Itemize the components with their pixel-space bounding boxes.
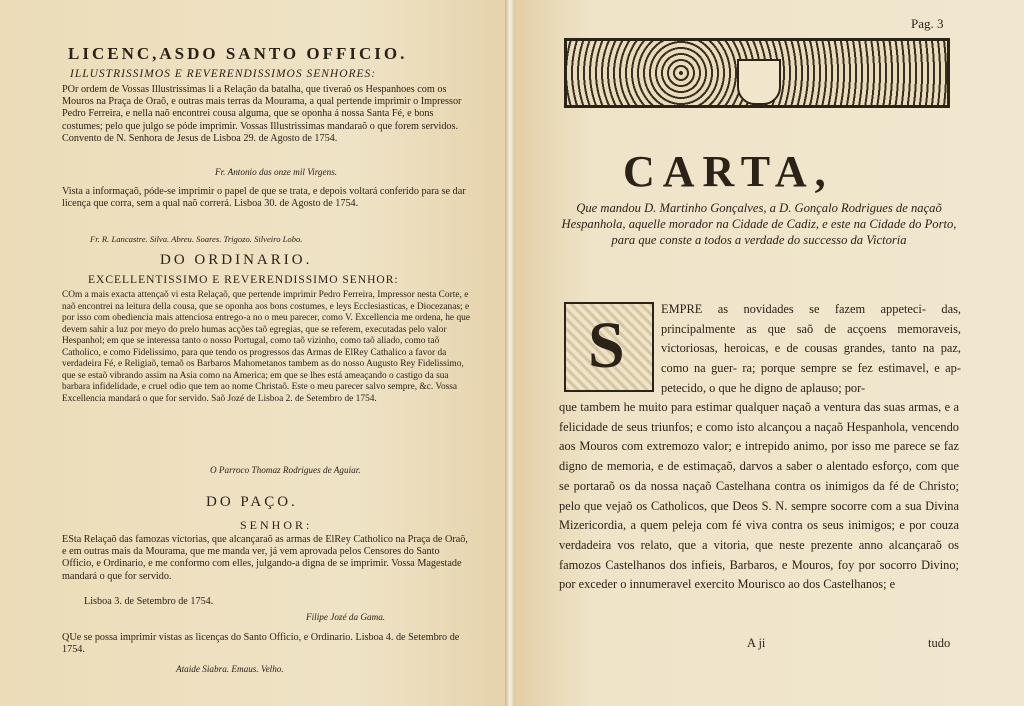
coat-of-arms-icon [737, 59, 781, 105]
decorated-initial [564, 302, 654, 392]
paragraph-final [62, 632, 472, 656]
body-text: que tambem he muito para estimar qualquer naçaõ a ventura das suas armas, e a felicidade de seus triunfos; e como isto alcançou a naçaõ Hespanhola, vencendo aos Mouros com extremozo valor; e intrepido animo, por isso me parece se faz digno de memoria, e de estimaçaõ, darvos a saber o alentado esforço, com que se portaraõ os da nossa naçaõ Castelhana contra os inimigos da fé de Christo; pelo que vejaõ os Catholicos, que Deos S. N. sempre socorre com a sua Divina Mizericordia, a quem peleja com fé viva contra os seus inimigos; e por couza verdadeira vos relato, que a vitoria, que neste prezente anno alcançaraõ os famozos Castelhanos dos infieis, Barbaros, e Mouros, foy por socorro Divino; por exceder o innumeravel exercito Mourisco ao dos Castelhanos; e [559, 400, 959, 592]
paragraph-vista-text: Vista a informaçaõ, póde-se imprimir o papel de que se trata, e depois voltará conferido para se dar licença que corra, sem a qual naõ correrá. Lisboa 30. de Agosto de 1754. [62, 186, 466, 210]
left-page [0, 0, 505, 706]
catchword: tudo [928, 636, 951, 650]
document-subtitle: Que mandou D. Martinho Gonçalves, a D. Gonçalo Rodrigues de naçaõ Hespanhola, aquelle morador na Cidade de Cadiz, e este na Cidade do Porto, para que conste a todos a verdade do successo da Victoria [561, 201, 957, 247]
document-title: CARTA, [623, 147, 834, 196]
page-number: Pag. 3 [911, 16, 944, 31]
paragraph-ordinario [62, 290, 472, 405]
paragraph-final-text: QUe se possa imprimir vistas as licenças do Santo Officio, e Ordinario. Lisboa 4. de Setembro de 1754. [62, 632, 460, 656]
right-page [515, 0, 1024, 706]
heading-ordinario: DO ORDINARIO. [160, 252, 313, 268]
signature-2: Fr. R. Lancastre. Silva. Abreu. Soares. Trigozo. Silveiro Lobo. [90, 234, 303, 244]
signature-5: Ataide Siabra. Emaus. Velho. [176, 664, 284, 674]
paragraph-paco-text: ESta Relaçaõ das famozas victorias, que alcançaraõ as armas de ElRey Catholico na Praça de Oraõ, e em outras mais da Mourama, que me manda ver, já vem aprovada pelos Censores do Santo Officio, e Ordinario, e me conformo com elles, julgando-a digna de se imprimir. Vossa Magestade mandará o que for servido. [62, 534, 468, 582]
address-1: ILLUSTRISSIMOS E REVERENDISSIMOS SENHORES: [70, 68, 377, 80]
signature-1: Fr. Antonio das onze mil Virgens. [215, 167, 338, 177]
body-first-lines: EMPRE as novidades se fazem appeteci- das, principalmente as que saõ de acçoens memoraveis, victoriosas, heroicas, e de cousas grandes, tanto na paz, como na guer- ra; porque sempre se fez estimavel, e ap- petecido, o que he digno de aplauso; por- [661, 302, 961, 395]
ornamental-headpiece [564, 38, 950, 108]
book-gutter [505, 0, 515, 706]
paragraph-licenca [62, 84, 472, 145]
address-3: SENHOR: [240, 518, 313, 532]
signature-4: Filipe Jozé da Gama. [306, 612, 386, 622]
initial-letter: S [588, 309, 625, 382]
paragraph-paco [62, 534, 472, 583]
paragraph-ordinario-text: COm a mais exacta attençaõ vi esta Relaçaõ, que pertende imprimir Pedro Ferreira, Impressor nesta Corte, e naõ encontrei na leitura della cousa, que se oponha aos bons costumes, e leys Ecclesiasticas, e Diocezanas; e por isso com obediencia mais attenciosa entrego-a no o meu parecer, como V. Excellencia me ordena, he que devem sahir a luz por meyo do prelo humas acções taõ egregias, que se referem, executadas pelo valor Hespanhol; em que se interessa tanto o nosso Portugal, como taõ vizinho, como taõ aliado, como taõ Catholico, e como Fidelissimo, para que tendo os progressos das Armas de ElRey Cathalico a favor da verdadeira Fé, e Religiaõ, temaõ os Barbaros Mahometanos tambem as do nosso Augusto Rey Fidelissimo, que se estaõ vibrando assim na Asia como na America; em que se lhes está ameaçando o castigo da sua barbara infidelidade, e cruel odio que tem ao nome Christaõ. Este o meu parecer salvo sempre, &c. Vossa Excellencia mandará o que for servido. Saõ Jozé de Lisboa 2. de Setembro de 1754. [62, 290, 470, 404]
signature-3: O Parroco Thomaz Rodrigues de Aguiar. [210, 465, 361, 475]
paragraph-vista [62, 186, 472, 210]
paco-date: Lisboa 3. de Setembro de 1754. [84, 596, 214, 607]
heading-paco: DO PAÇO. [206, 494, 298, 510]
address-2: EXCELLENTISSIMO E REVERENDISSIMO SENHOR: [88, 274, 399, 286]
heading-licencas: LICENC,ASDO SANTO OFFICIO. [68, 44, 408, 63]
signature-mark: A ji [747, 636, 766, 650]
paragraph-licenca-text: POr ordem de Vossas Illustrissimas li a Relação da batalha, que tiveraõ os Hespanhoes com os Mouros na Praça de Oraõ, e outras mais terras da Mourama, a qual pertende imprimir o Impressor Pedro Ferreira, e nella naõ encontrei cousa alguma, que se oponha á nossa Santa Fé, e bons costumes; pelo que julgo se póde imprimir. Vossas Illustrissimas mandaraõ o que forem servidos. Convento de N. Senhora de Jesus de Lisboa 29. de Agosto de 1754. [62, 84, 462, 144]
